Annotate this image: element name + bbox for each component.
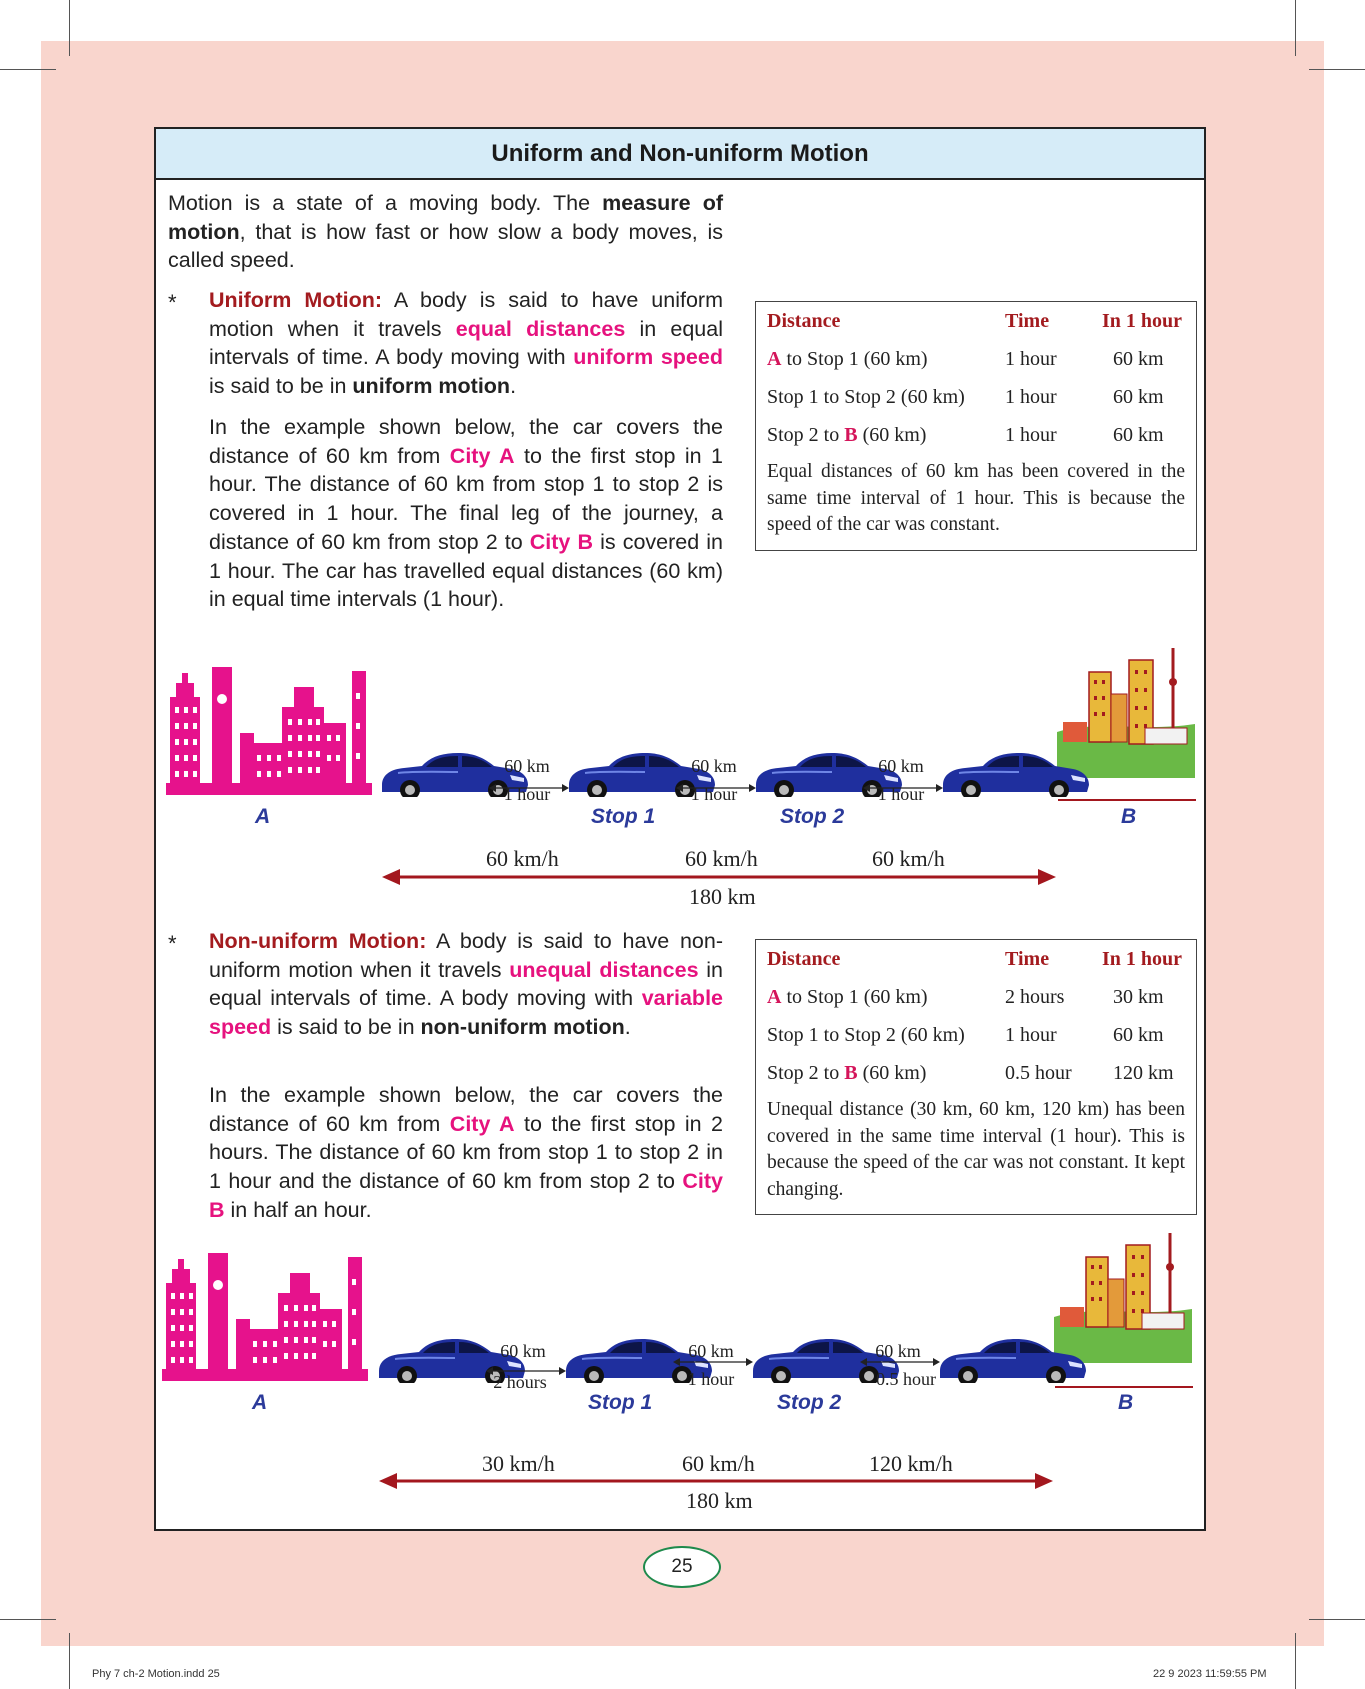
text-run: is said to be in <box>271 1015 421 1040</box>
total-distance: 180 km <box>689 884 756 909</box>
column-header: Distance <box>767 310 841 332</box>
segment-speed: 120 km/h <box>869 1451 953 1476</box>
highlight-term: City B <box>529 529 593 554</box>
distance-cell <box>767 424 926 447</box>
segment-speed: 60 km/h <box>685 846 758 871</box>
text-run: to Stop 1 (60 km) <box>781 348 928 370</box>
intro-text: Motion is a state of a moving body. The <box>168 191 603 215</box>
city-b-label: B <box>1121 805 1137 828</box>
text-run: In the example shown below, the car covers the distance of 60 km from <box>209 415 723 468</box>
city-mark: A <box>767 348 782 370</box>
text-run: (60 km) <box>857 1062 927 1084</box>
uniform-table <box>755 301 1197 551</box>
table-note: Unequal distance (30 km, 60 km, 120 km) has been covered in the same time interval (1 hour). This is because the speed of the car was not constant. It kept changing. <box>767 1099 1185 1200</box>
segment-arrow <box>860 1357 940 1367</box>
text-run: to Stop 1 (60 km) <box>781 986 928 1008</box>
text-run: in equal intervals of time. A body moving with <box>209 316 723 370</box>
city-mark: B <box>844 424 858 446</box>
highlight-term: uniform speed <box>573 345 723 370</box>
time-cell: 0.5 hour <box>1005 1062 1072 1084</box>
city-a-label: A <box>255 805 271 828</box>
crop-mark <box>1309 1619 1365 1620</box>
distance-cell <box>767 348 928 371</box>
time-cell: 1 hour <box>1005 1024 1057 1046</box>
highlight-term: unequal distances <box>509 957 699 982</box>
intro-term: measure of motion <box>168 191 723 244</box>
city-b-label: B <box>1118 1391 1134 1414</box>
nonuniform-table <box>755 939 1197 1215</box>
rate-cell: 30 km <box>1113 986 1164 1008</box>
crop-mark <box>0 1619 56 1620</box>
crop-mark <box>1309 69 1365 70</box>
text-run: to the first stop in 2 hours. The distance of 60 km from stop 1 to stop 2 in 1 hour and the distance of 60 km from stop 2 to <box>209 1111 724 1194</box>
uniform-example <box>209 413 723 614</box>
intro-paragraph <box>168 189 723 275</box>
stop-2-label: Stop 2 <box>777 1391 842 1414</box>
column-header: Time <box>1005 948 1050 970</box>
text-run: is said to be in <box>209 374 353 399</box>
rate-cell: 120 km <box>1113 1062 1174 1084</box>
city-a-buildings <box>166 663 378 798</box>
nonuniform-definition <box>209 927 723 1042</box>
segment-time: 1 hour <box>503 784 551 804</box>
table-note: Equal distances of 60 km has been covered in the same time interval of 1 hour. This is because the speed of the car was constant. <box>767 461 1185 535</box>
crop-mark <box>69 0 70 56</box>
car <box>936 1331 1092 1383</box>
text-run: is covered in 1 hour. The car has travelled equal distances (60 km) in equal time intervals (1 hour). <box>209 529 723 612</box>
distance-cell <box>767 386 965 409</box>
crop-mark <box>1295 1633 1296 1689</box>
time-cell: 2 hours <box>1005 986 1065 1008</box>
column-header: Distance <box>767 948 841 970</box>
column-header: Time <box>1005 310 1050 332</box>
time-cell: 1 hour <box>1005 424 1057 446</box>
city-mark: A <box>767 986 782 1008</box>
segment-time: 1 hour <box>687 1369 735 1389</box>
car <box>939 745 1095 797</box>
table-row <box>756 1062 1196 1092</box>
segment-speed: 60 km/h <box>682 1451 755 1476</box>
column-header: In 1 hour <box>1102 948 1183 970</box>
highlight-term: City A <box>449 1111 515 1136</box>
nonuniform-example <box>209 1081 723 1225</box>
bold-term: uniform motion <box>352 374 511 399</box>
distance-cell <box>767 986 928 1009</box>
table-row <box>756 386 1196 416</box>
highlight-term: variable speed <box>209 986 723 1040</box>
stop-2-label: Stop 2 <box>780 805 845 828</box>
highlight-term: equal distances <box>455 316 626 341</box>
city-b-underline <box>1055 1386 1193 1388</box>
time-cell: 1 hour <box>1005 348 1057 370</box>
section-title: Uniform and Non-uniform Motion <box>156 129 1204 180</box>
highlight-term: City A <box>449 443 515 468</box>
segment-arrow <box>673 1357 753 1367</box>
segment-distance: 60 km <box>504 756 550 776</box>
footer-timestamp: 22 9 2023 11:59:55 PM <box>1153 1668 1267 1680</box>
city-a-label: A <box>252 1391 268 1414</box>
segment-speed: 60 km/h <box>872 846 945 871</box>
bullet-marker: * <box>168 290 177 315</box>
bold-term: non-uniform motion <box>420 1015 625 1040</box>
stop-1-label: Stop 1 <box>591 805 656 828</box>
segment-time: 1 hour <box>690 784 738 804</box>
intro-text: , that is how fast or how slow a body moves, is called speed. <box>168 219 723 273</box>
page-number: 25 <box>643 1546 721 1588</box>
text-run: Stop 1 to Stop 2 (60 km) <box>767 1024 965 1046</box>
rate-cell: 60 km <box>1113 424 1164 446</box>
crop-mark <box>1295 0 1296 56</box>
text-run: (60 km) <box>857 424 927 446</box>
segment-distance: 60 km <box>500 1341 546 1361</box>
table-row <box>756 348 1196 378</box>
crop-mark <box>0 69 56 70</box>
segment-distance: 60 km <box>878 756 924 776</box>
segment-speed: 60 km/h <box>486 846 559 871</box>
footer-file-info: Phy 7 ch-2 Motion.indd 25 <box>92 1668 220 1680</box>
nonuniform-heading: Non-uniform Motion: <box>209 929 427 953</box>
stop-1-label: Stop 1 <box>588 1391 653 1414</box>
text-run: in equal intervals of time. A body moving with <box>209 957 723 1011</box>
text-run: Stop 2 to <box>767 424 845 446</box>
text-run: A body is said to have uniform motion when it travels <box>209 288 723 341</box>
crop-mark <box>69 1633 70 1689</box>
table-row <box>756 986 1196 1016</box>
distance-cell <box>767 1062 926 1085</box>
distance-cell <box>767 1024 965 1047</box>
segment-time: 2 hours <box>493 1372 547 1392</box>
city-mark: B <box>844 1062 858 1084</box>
text-run: Stop 2 to <box>767 1062 845 1084</box>
segment-speed: 30 km/h <box>482 1451 555 1476</box>
text-run: Stop 1 to Stop 2 (60 km) <box>767 386 965 408</box>
bullet-marker: * <box>168 931 177 956</box>
city-b-underline <box>1058 799 1196 801</box>
table-row <box>756 1024 1196 1054</box>
text-run: to the first stop in 1 hour. The distance of 60 km from stop 1 to stop 2 is covered in 1 hour. The final leg of the journey, a distance of 60 km from stop 2 to <box>209 443 724 554</box>
segment-distance: 60 km <box>875 1341 921 1361</box>
text-run: . <box>510 374 517 399</box>
rate-cell: 60 km <box>1113 1024 1164 1046</box>
highlight-term: City B <box>209 1169 723 1222</box>
segment-time: 1 hour <box>877 784 925 804</box>
time-cell: 1 hour <box>1005 386 1057 408</box>
segment-distance: 60 km <box>691 756 737 776</box>
rate-cell: 60 km <box>1113 348 1164 370</box>
table-row <box>756 424 1196 454</box>
uniform-heading: Uniform Motion: <box>209 288 383 312</box>
text-run: . <box>624 1015 631 1040</box>
text-run: in half an hour. <box>224 1197 372 1222</box>
text-run: A body is said to have non-uniform motion when it travels <box>209 929 723 982</box>
segment-time: 0.5 hour <box>876 1369 936 1389</box>
table-header-row <box>756 948 1196 978</box>
city-a-buildings <box>162 1249 374 1384</box>
segment-distance: 60 km <box>688 1341 734 1361</box>
total-distance: 180 km <box>686 1488 753 1513</box>
text-run: In the example shown below, the car covers the distance of 60 km from <box>209 1083 723 1136</box>
table-header-row <box>756 310 1196 340</box>
column-header: In 1 hour <box>1102 310 1183 332</box>
rate-cell: 60 km <box>1113 386 1164 408</box>
uniform-definition <box>209 286 723 401</box>
